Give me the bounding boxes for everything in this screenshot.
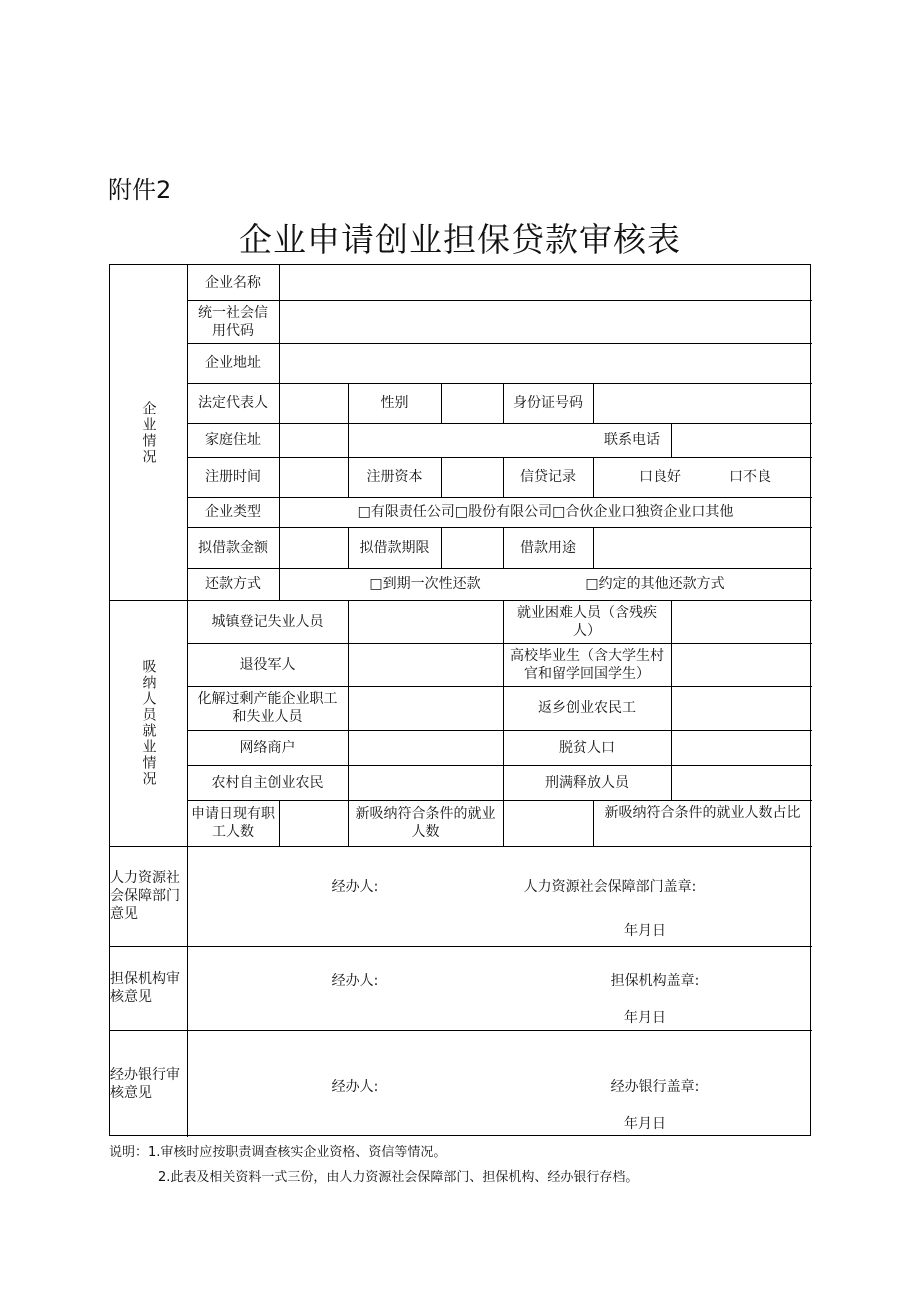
guarantee-date: 年月日 xyxy=(624,1010,666,1026)
label-existing-staff: 申请日现有职工人数 xyxy=(191,806,275,840)
field-enterprise-address[interactable] xyxy=(279,343,812,383)
field-phone[interactable] xyxy=(671,423,812,457)
label-returning-farmers: 返乡创业农民工 xyxy=(538,700,636,716)
label-released: 刑满释放人员 xyxy=(545,774,629,791)
field-reg-time[interactable] xyxy=(279,457,348,497)
field-returning-farmers[interactable] xyxy=(671,686,812,730)
bank-handler-label: 经办人: xyxy=(331,1079,379,1095)
note-2: 2.此表及相关资料一式三份，由人力资源社会保障部门、担保机构、经办银行存档。 xyxy=(158,1170,639,1185)
field-home-address[interactable] xyxy=(279,423,593,457)
guarantee-seal-label: 担保机构盖章: xyxy=(610,973,700,989)
label-reg-time: 注册时间 xyxy=(205,469,261,485)
field-online-merchants[interactable] xyxy=(348,730,503,765)
label-enterprise-address: 企业地址 xyxy=(205,355,261,371)
field-veterans[interactable] xyxy=(348,643,503,686)
label-phone: 联系电话 xyxy=(604,432,660,448)
label-home-address: 家庭住址 xyxy=(205,432,261,448)
label-reg-capital: 注册资本 xyxy=(366,469,423,485)
option-repay-other[interactable]: □约定的其他还款方式 xyxy=(585,576,725,592)
options-enterprise-type[interactable]: □有限责任公司□股份有限公司□合伙企业口独资企业口其他 xyxy=(357,504,734,520)
label-credit-code: 统一社会信用代码 xyxy=(198,304,268,339)
field-credit-code[interactable] xyxy=(279,300,812,343)
option-credit-good[interactable]: 口良好 xyxy=(639,469,681,485)
label-credit-record: 信贷记录 xyxy=(520,469,576,485)
label-online-merchants: 网络商户 xyxy=(239,739,296,756)
label-poverty: 脱贫人口 xyxy=(559,739,615,756)
label-loan-term: 拟借款期限 xyxy=(359,539,430,556)
field-overcapacity[interactable] xyxy=(348,686,503,730)
field-loan-amount[interactable] xyxy=(279,527,348,568)
section-employment xyxy=(110,600,187,846)
label-gender: 性别 xyxy=(380,395,409,411)
label-veterans: 退役军人 xyxy=(239,656,296,673)
section-enterprise xyxy=(110,265,187,600)
note-1: 说明：1.审核时应按职责调查核实企业资格、资信等情况。 xyxy=(109,1145,447,1160)
field-id-number[interactable] xyxy=(593,383,812,423)
section-hr-opinion: 人力资源社会保障部门意见 xyxy=(110,870,180,922)
field-graduates[interactable] xyxy=(671,643,812,686)
attachment-label: 附件2 xyxy=(108,176,172,204)
loan-review-form xyxy=(109,264,811,1136)
field-loan-term[interactable] xyxy=(441,527,503,568)
field-urban-unemployed[interactable] xyxy=(348,600,503,643)
field-gender[interactable] xyxy=(441,383,503,423)
hr-date: 年月日 xyxy=(624,923,666,939)
label-rural-farmers: 农村自主创业农民 xyxy=(211,774,324,791)
bank-seal-label: 经办银行盖章: xyxy=(610,1079,700,1095)
label-enterprise-type: 企业类型 xyxy=(205,504,261,520)
form-title: 企业申请创业担保贷款审核表 xyxy=(239,220,681,259)
field-loan-use[interactable] xyxy=(593,527,812,568)
label-new-ratio: 新吸纳符合条件的就业人数占比 xyxy=(604,805,801,821)
field-rural-farmers[interactable] xyxy=(348,765,503,800)
field-enterprise-name[interactable] xyxy=(279,265,812,300)
label-id-number: 身份证号码 xyxy=(513,395,583,411)
label-legal-rep: 法定代表人 xyxy=(198,395,268,411)
hr-seal-label: 人力资源社会保障部门盖章: xyxy=(523,879,697,895)
field-reg-capital[interactable] xyxy=(441,457,503,497)
section-guarantee-opinion: 担保机构审核意见 xyxy=(110,971,180,1005)
option-credit-bad[interactable]: 口不良 xyxy=(729,469,771,485)
label-enterprise-name: 企业名称 xyxy=(205,274,261,291)
hr-handler-label: 经办人: xyxy=(331,879,379,895)
label-urban-unemployed: 城镇登记失业人员 xyxy=(211,613,324,630)
label-loan-amount: 拟借款金额 xyxy=(198,539,268,556)
label-graduates: 高校毕业生（含大学生村官和留学回国学生） xyxy=(510,647,664,682)
option-repay-lump-sum[interactable]: □到期一次性还款 xyxy=(369,576,481,592)
field-hardship[interactable] xyxy=(671,600,812,643)
section-enterprise-label: 企业情况 xyxy=(140,400,157,465)
label-hardship: 就业困难人员（含残疾人） xyxy=(517,604,657,639)
section-bank-opinion: 经办银行审核意见 xyxy=(110,1066,180,1101)
label-overcapacity: 化解过剩产能企业职工和失业人员 xyxy=(197,691,338,725)
field-released[interactable] xyxy=(671,765,812,800)
field-new-hires[interactable] xyxy=(503,800,593,846)
field-existing-staff[interactable] xyxy=(279,800,348,846)
field-poverty[interactable] xyxy=(671,730,812,765)
bank-date: 年月日 xyxy=(624,1116,666,1132)
label-new-hires: 新吸纳符合条件的就业人数 xyxy=(355,806,496,840)
label-repayment: 还款方式 xyxy=(205,576,261,592)
field-legal-rep[interactable] xyxy=(279,383,348,423)
section-employment-label: 吸纳人员就业情况 xyxy=(140,659,157,787)
label-loan-use: 借款用途 xyxy=(520,539,576,556)
guarantee-handler-label: 经办人: xyxy=(331,973,379,989)
